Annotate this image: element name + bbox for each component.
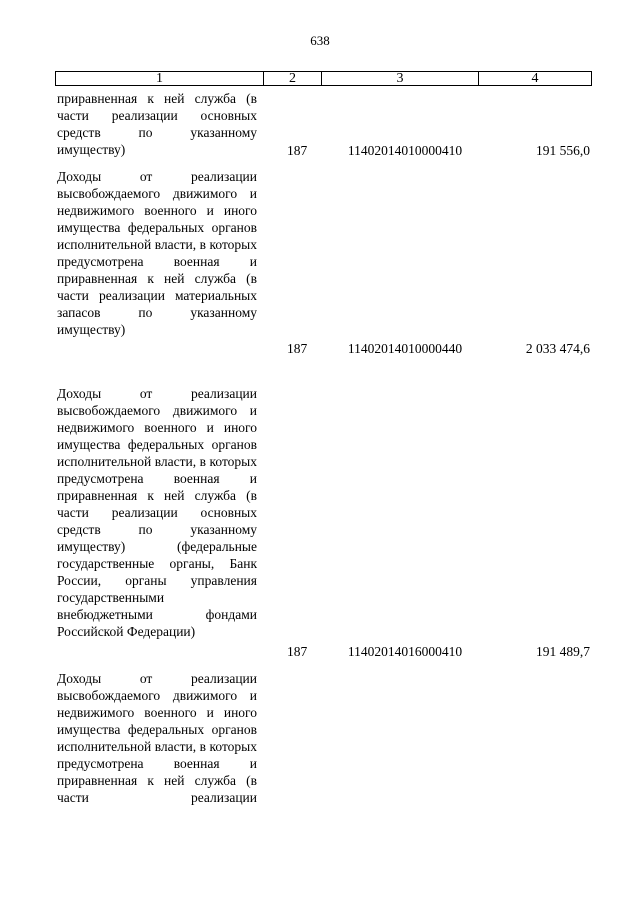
- header-col-1: 1: [56, 72, 264, 85]
- row-description: Доходы от реализации высвобождаемого движимого и недвижимого военного и иного имущества федеральных органов исполнительной власти, в которых предусмотрена военная и приравненная к ней служба (в части реализации основных средств по указанному имуществу) (федеральные государственные органы, Банк России, органы управления государственными внебюджетными фондами Российской Федерации): [57, 386, 257, 639]
- header-col-2: 2: [264, 72, 322, 85]
- row-code: 187: [287, 644, 308, 659]
- row-amount: 191 489,7: [536, 644, 590, 659]
- header-col-4: 4: [531, 71, 539, 86]
- table-header: [55, 71, 592, 86]
- row-description: Доходы от реализации высвобождаемого движимого и недвижимого военного и иного имущества федеральных органов исполнительной власти, в которых предусмотрена военная и приравненная к ней служба (в части реализации материальных запасов по указанному имуществу): [57, 169, 257, 337]
- row-description: приравненная к ней служба (в части реализации основных средств по указанному имуществу): [57, 91, 257, 157]
- page-number: 638: [310, 33, 330, 48]
- row-amount: 2 033 474,6: [525, 341, 590, 356]
- row-code: 187: [287, 143, 308, 158]
- row-description: Доходы от реализации высвобождаемого движимого и недвижимого военного и иного имущества федеральных органов исполнительной власти, в которых предусмотрена военная и приравненная к ней служба (в части реализации: [57, 671, 257, 805]
- row-amount: 191 556,0: [536, 143, 590, 158]
- row-kbk: 11402014010000410: [347, 143, 463, 158]
- row-code: 187: [287, 341, 308, 356]
- header-col-3: 3: [322, 72, 479, 85]
- row-kbk: 11402014016000410: [347, 644, 463, 659]
- row-kbk: 11402014010000440: [347, 341, 463, 356]
